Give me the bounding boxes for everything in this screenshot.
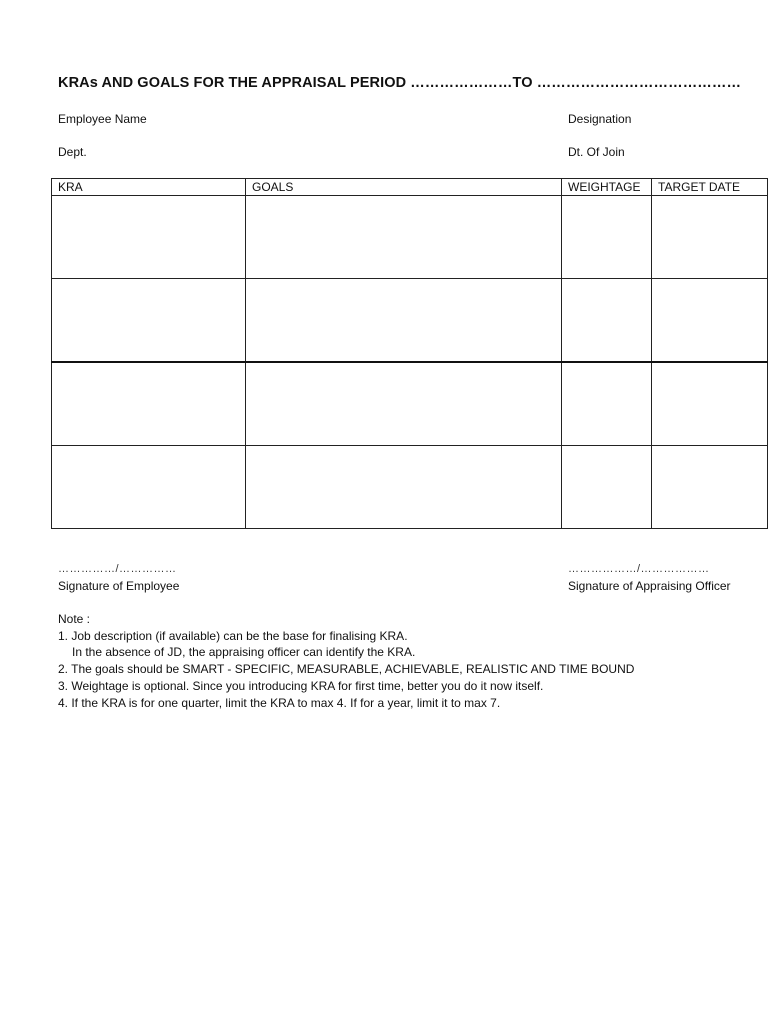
kra-cell[interactable] <box>52 446 246 529</box>
kra-cell[interactable] <box>52 196 246 279</box>
table-row <box>52 279 768 363</box>
table-row <box>52 196 768 279</box>
note-line: 3. Weightage is optional. Since you introducing KRA for first time, better you do it now itself. <box>58 678 544 693</box>
employee-signature-line: ……………/…………… <box>58 563 177 575</box>
goals-cell[interactable] <box>246 279 562 363</box>
column-header-weightage: WEIGHTAGE <box>562 179 652 196</box>
notes-heading: Note : <box>58 612 91 626</box>
officer-signature-label: Signature of Appraising Officer <box>568 579 731 593</box>
goals-cell[interactable] <box>246 446 562 529</box>
table-row <box>52 446 768 529</box>
kra-cell[interactable] <box>52 279 246 363</box>
table-row <box>52 362 768 446</box>
column-header-target-date: TARGET DATE <box>652 179 768 196</box>
target-date-cell[interactable] <box>652 279 768 363</box>
weightage-cell[interactable] <box>562 196 652 279</box>
weightage-cell[interactable] <box>562 446 652 529</box>
employee-signature-label: Signature of Employee <box>58 579 180 593</box>
dept-label: Dept. <box>58 145 87 159</box>
goals-cell[interactable] <box>246 196 562 279</box>
employee-name-label: Employee Name <box>58 112 147 126</box>
goals-cell[interactable] <box>246 362 562 446</box>
notes-section <box>58 611 634 711</box>
note-line: In the absence of JD, the appraising officer can identify the KRA. <box>72 645 416 660</box>
target-date-cell[interactable] <box>652 196 768 279</box>
table-header-row <box>52 179 768 196</box>
kra-goals-table <box>51 178 768 529</box>
kra-cell[interactable] <box>52 362 246 446</box>
form-title: KRAs AND GOALS FOR THE APPRAISAL PERIOD …………………TO …………………………………… <box>58 75 742 91</box>
weightage-cell[interactable] <box>562 362 652 446</box>
officer-signature-line: ………………/……………… <box>568 563 710 575</box>
target-date-cell[interactable] <box>652 446 768 529</box>
weightage-cell[interactable] <box>562 279 652 363</box>
column-header-kra: KRA <box>52 179 246 196</box>
note-line: 1. Job description (if available) can be the base for finalising KRA. <box>58 628 408 643</box>
date-of-join-label: Dt. Of Join <box>568 145 625 159</box>
designation-label: Designation <box>568 112 632 126</box>
column-header-goals: GOALS <box>246 179 562 196</box>
note-line: 4. If the KRA is for one quarter, limit the KRA to max 4. If for a year, limit it to max 7. <box>58 695 501 710</box>
note-line: 2. The goals should be SMART - SPECIFIC, MEASURABLE, ACHIEVABLE, REALISTIC AND TIME BOUND <box>58 662 635 677</box>
target-date-cell[interactable] <box>652 362 768 446</box>
